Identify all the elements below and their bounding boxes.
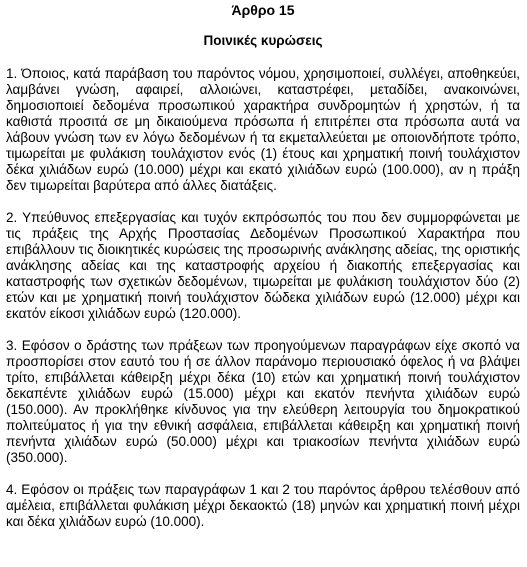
paragraph-2: 2. Υπεύθυνος επεξεργασίας και τυχόν εκπρόσωπός του που δεν συμμορφώνεται με τις πράξεις της Αρχής Προστασίας Δεδομένων Προσωπικού Χαρακτήρα που επιβάλλουν τις διοικητικές κυρώσεις της προσωρινής ανάκλησης αδείας, της οριστικής ανάκλησης αδείας και της καταστροφής αρχείου ή διακοπής επεξεργασίας και καταστροφής των σχετικών δεδομένων, τιμωρείται με φυλάκιση τουλάχιστον δύο (2) ετών και με χρηματική ποινή τουλάχιστον δώδεκα χιλιάδων ευρώ (12.000) μέχρι και εκατόν είκοσι χιλιάδων ευρώ (120.000). [6, 210, 520, 321]
paragraph-3: 3. Εφόσον ο δράστης των πράξεων των προηγούμενων παραγράφων είχε σκοπό να προσπορίσει στον εαυτό του ή σε άλλον παράνομο περιουσιακό όφελος ή να βλάψει τρίτο, επιβάλλεται κάθειρξη μέχρι δέκα (10) ετών και χρηματική ποινή τουλάχιστον δεκαπέντε χιλιάδων ευρώ (15.000) μέχρι και εκατόν πενήντα χιλιάδων ευρώ (150.000). Αν προκλήθηκε κίνδυνος για την ελεύθερη λειτουργία του δημοκρατικού πολιτεύματος ή για την εθνική ασφάλεια, επιβάλλεται κάθειρξη και χρηματική ποινή πενήντα χιλιάδων ευρώ (50.000) μέχρι και τριακοσίων πενήντα χιλιάδων ευρώ (350.000). [6, 338, 520, 465]
paragraph-1: 1. Όποιος, κατά παράβαση του παρόντος νόμου, χρησιμοποιεί, συλλέγει, αποθηκεύει, λαμβάνει γνώση, αφαιρεί, αλλοιώνει, καταστρέφει, μεταδίδει, ανακοινώνει, δημοσιοποιεί δεδομένα προσωπικού χαρακτήρα συνδρομητών ή χρηστών, ή τα καθιστά προσιτά σε μη δικαιούμενα πρόσωπα ή επιτρέπει στα πρόσωπα αυτά να λάβουν γνώση των εν λόγω δεδομένων ή τα εκμεταλλεύεται με οποιονδήποτε τρόπο, τιμωρείται με φυλάκιση τουλάχιστον ενός (1) έτους και χρηματική ποινή τουλάχιστον δέκα χιλιάδων ευρώ (10.000) μέχρι και εκατό χιλιάδων ευρώ (100.000), αν η πράξη δεν τιμωρείται βαρύτερα από άλλες διατάξεις. [6, 66, 520, 193]
paragraph-4: 4. Εφόσον οι πράξεις των παραγράφων 1 και 2 του παρόντος άρθρου τελέσθουν από αμέλεια, επιβάλλεται φυλάκιση μέχρι δεκαοκτώ (18) μηνών και χρηματική ποινή μέχρι και δέκα χιλιάδων ευρώ (10.000). [6, 482, 520, 529]
article-subtitle: Ποινικές κυρώσεις [203, 33, 323, 48]
article-title: Άρθρο 15 [231, 2, 295, 18]
